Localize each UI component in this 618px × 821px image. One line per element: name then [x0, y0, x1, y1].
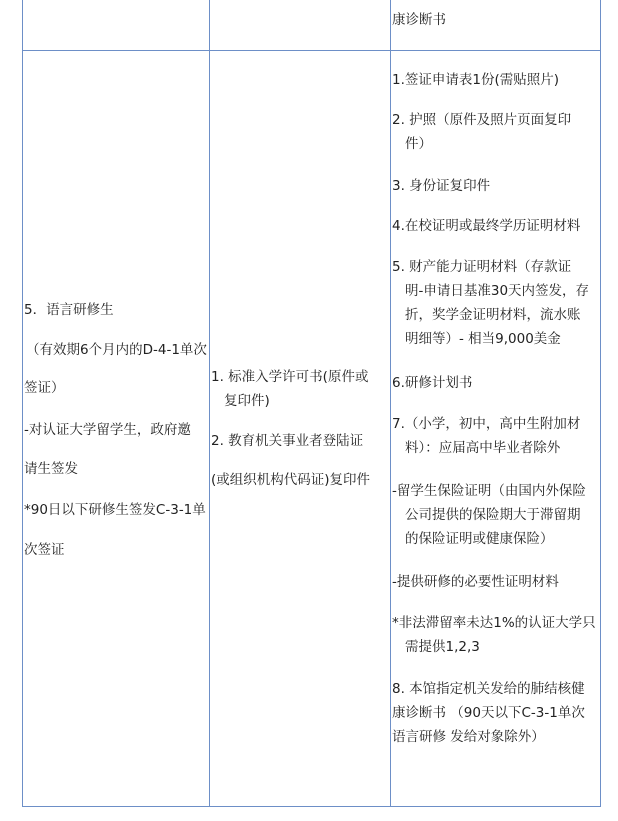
applicant-doc-item-4: 4.在校证明或最终学历证明材料 — [392, 218, 581, 234]
applicant-doc-item-note: *非法滞留率未达1%的认证大学只 需提供1,2,3 — [392, 615, 596, 655]
applicant-doc-item-7: 7.（小学，初中，高中生附加材 料）：应届高中毕业者除外 — [392, 416, 581, 456]
applicant-doc-item-2: 2. 护照（原件及照片页面复印 件） — [392, 112, 572, 152]
applicant-doc-item-5: 5. 财产能力证明材料（存款证 明-申请日基准30天内签发，存 折，奖学金证明材料，流水账 明细等）- 相当9,000美金 — [392, 259, 590, 347]
inviter-doc-line: 复印件) — [224, 393, 270, 409]
applicant-doc-item-8: 8. 本馆指定机关发给的肺结核健 康诊断书 （90天以下C-3-1单次 语言研修 发给对象除外） — [392, 681, 585, 745]
inviter-doc-line: 2. 教育机关事业者登陆证 — [211, 433, 364, 449]
applicant-doc-item-necessity: -提供研修的必要性证明材料 — [392, 574, 559, 590]
applicant-doc-item-1: 1.签证申请表1份(需贴照片) — [392, 72, 560, 88]
visa-type-line: （有效期6个月内的D-4-1单次 — [26, 342, 207, 358]
top-row-col3-text: 康诊断书 — [392, 12, 446, 28]
visa-type-line: -对认证大学留学生，政府邀 — [24, 422, 191, 438]
inviter-doc-line: (或组织机构代码证)复印件 — [211, 472, 371, 488]
table-border-left — [22, 0, 23, 807]
inviter-doc-line: 1. 标准入学许可书(原件或 — [211, 369, 369, 385]
applicant-doc-item-insurance: -留学生保险证明（由国内外保险 公司提供的保险期大于滞留期 的保险证明或健康保险） — [392, 483, 586, 547]
table-border-col3 — [390, 0, 391, 807]
applicant-doc-item-6: 6.研修计划书 — [392, 375, 473, 391]
table-border-col2 — [209, 0, 210, 807]
visa-type-line: 次签证 — [24, 542, 65, 558]
table-border-bottom — [22, 806, 601, 807]
visa-type-title: 5．语言研修生 — [24, 302, 114, 318]
visa-type-line: *90日以下研修生签发C-3-1单 — [24, 502, 206, 518]
visa-type-line: 签证） — [24, 380, 65, 396]
table-row-divider — [22, 50, 601, 51]
applicant-doc-item-3: 3. 身份证复印件 — [392, 178, 491, 194]
table-border-right — [600, 0, 601, 807]
visa-type-line: 请生签发 — [24, 461, 78, 477]
